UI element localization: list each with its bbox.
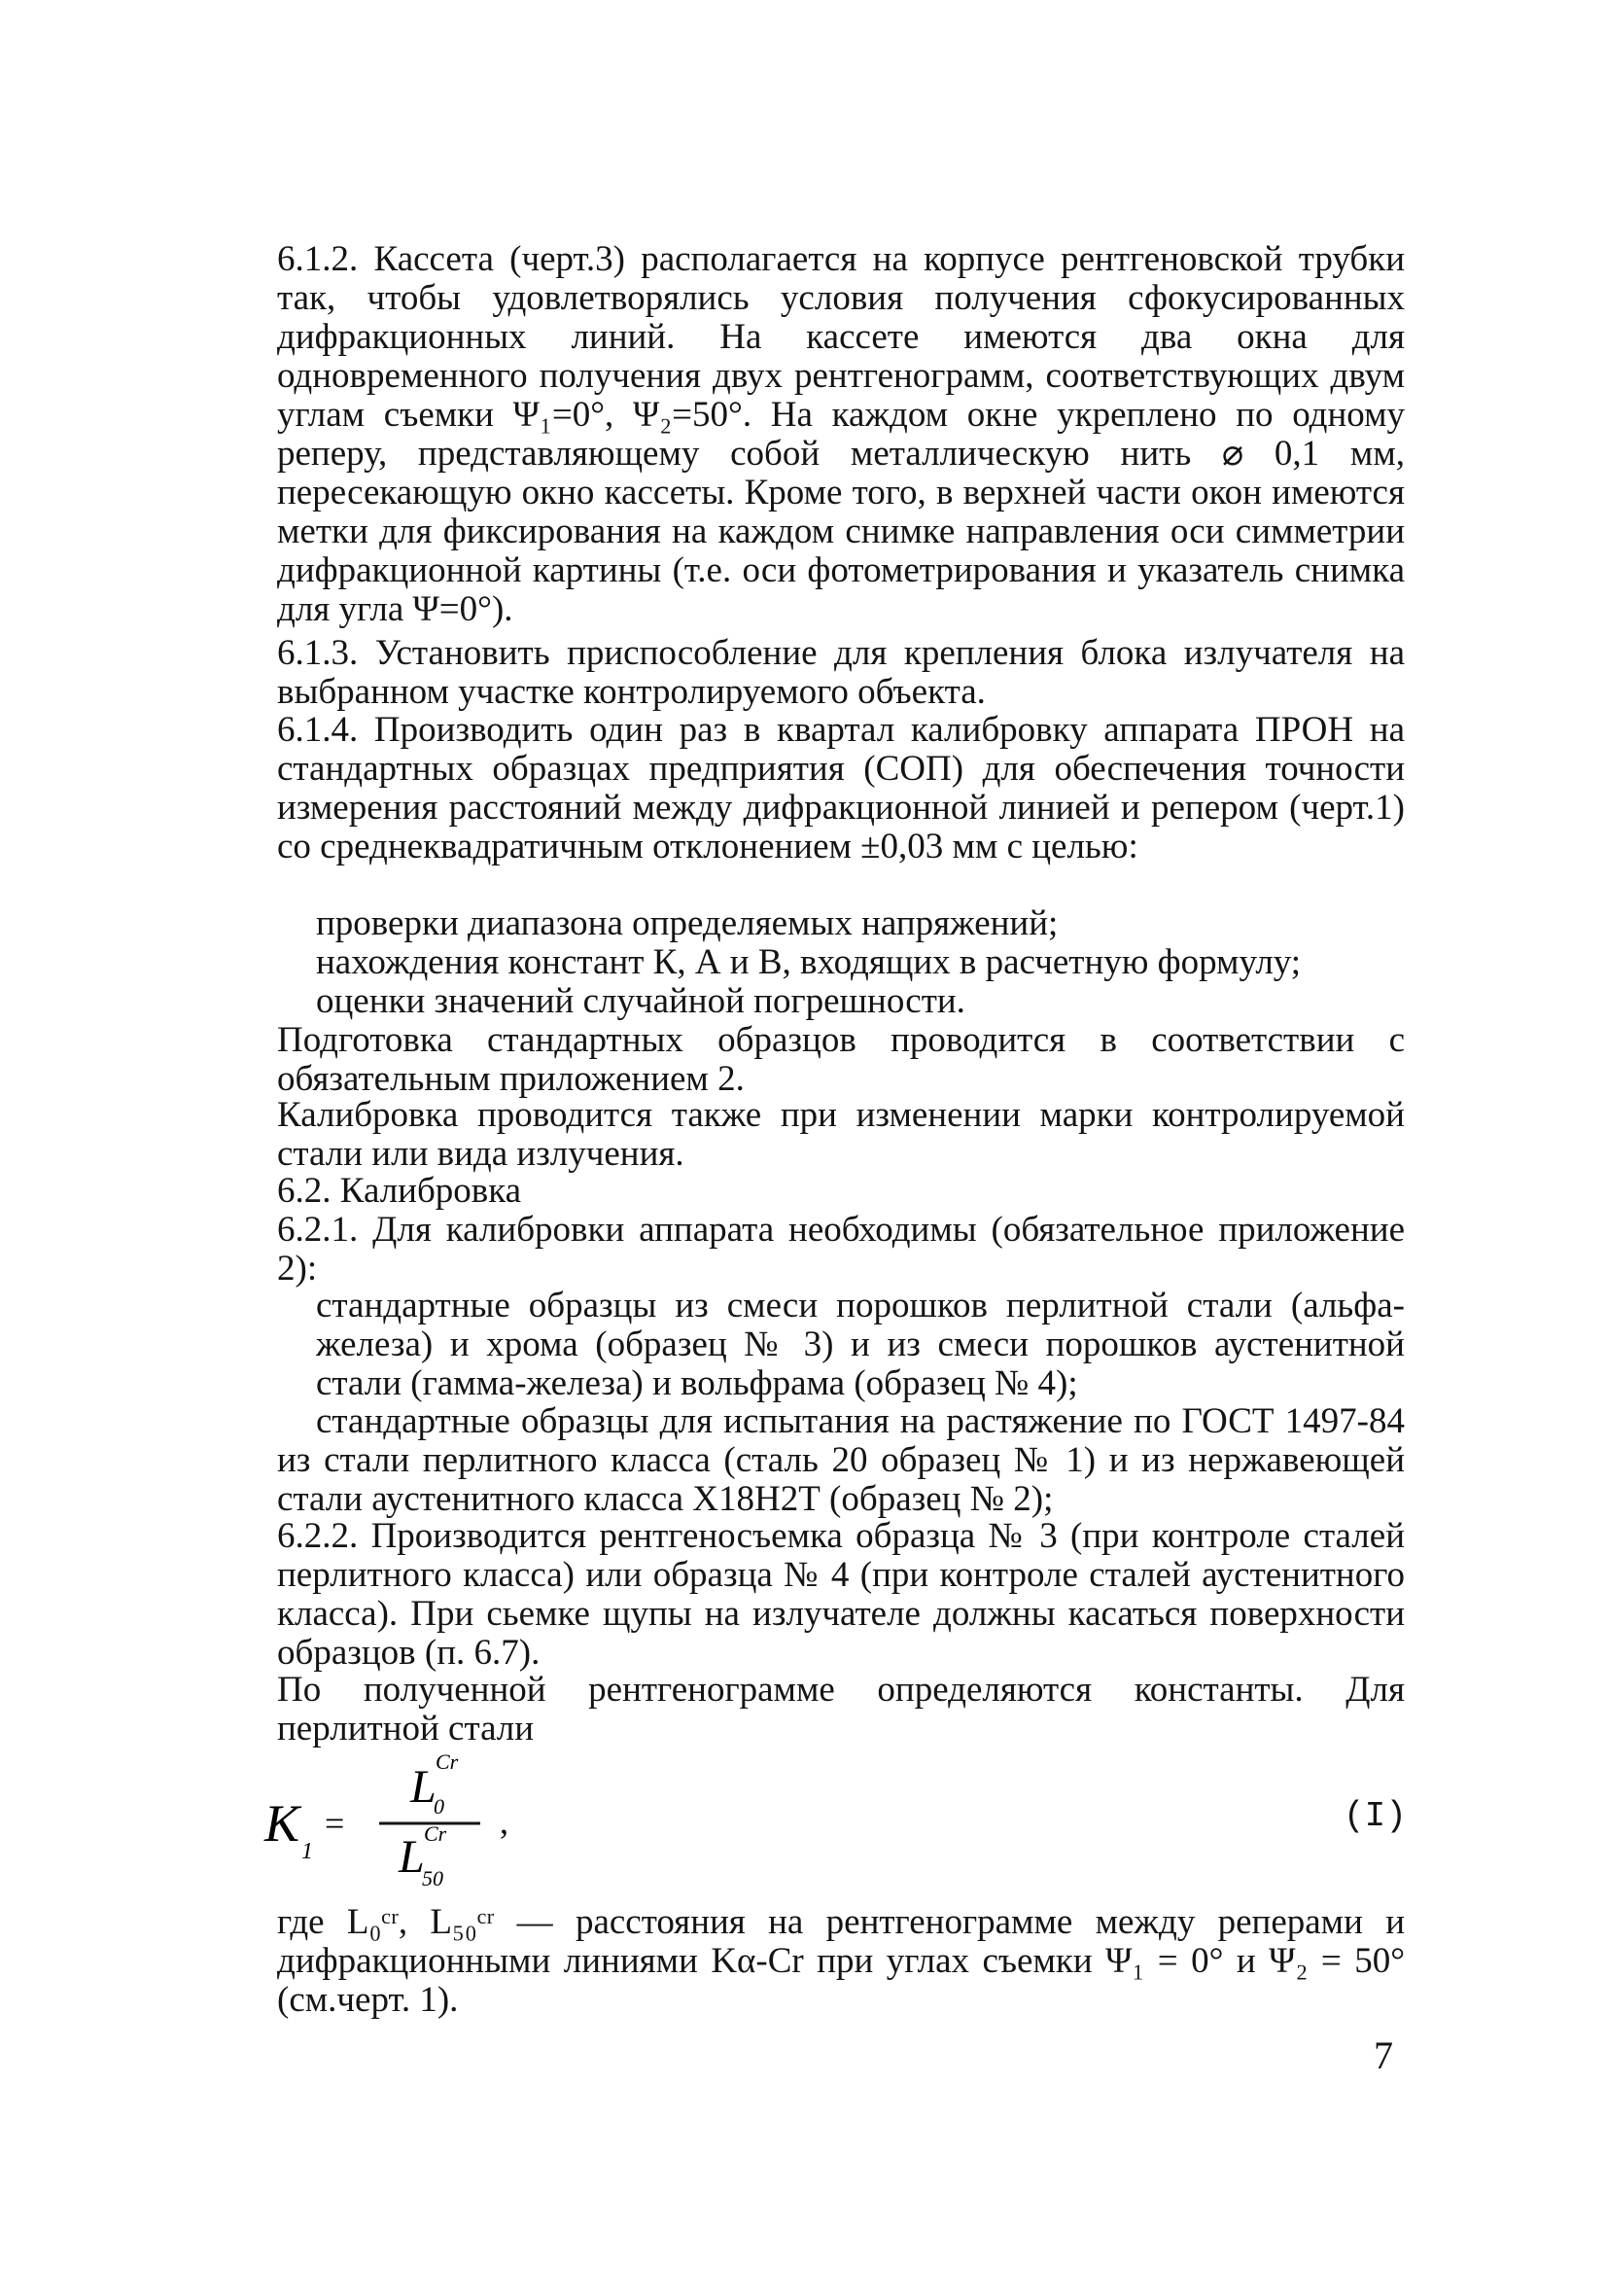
paragraph-standard-samples-2: стандартные образцы для испытания на растяжение по ГОСТ 1497-84 из стали перлитного класса (сталь 20 образец № 1) и из нержавеющей стали аустенитного класса Х18Н2Т (образец № 2);: [277, 1401, 1405, 1519]
formula-number: (I): [1344, 1796, 1407, 1836]
page-number: 7: [1374, 2033, 1393, 2077]
paragraph-where: где L₀ᶜʳ, L₅₀ᶜʳ — расстояния на рентгенограмме между реперами и дифракционными линиями Kα-Cr при углах съемки Ψ₁ = 0° и Ψ₂ = 50° (см.черт. 1).: [277, 1902, 1405, 2020]
formula-equals: =: [325, 1804, 345, 1843]
formula-lhs: K: [264, 1794, 300, 1853]
formula-denominator-sup: Cr: [424, 1821, 447, 1846]
list-item: нахождения констант К, А и В, входящих в расчетную формулу;: [316, 942, 1302, 982]
formula-comma: ,: [500, 1802, 508, 1841]
section-heading-6-2: 6.2. Калибровка: [277, 1171, 522, 1211]
formula-numerator-sup: Cr: [436, 1749, 459, 1774]
list-item: проверки диапазона определяемых напряжений;: [316, 903, 1059, 943]
paragraph-constants: По полученной рентгенограмме определяются константы. Для перлитной стали: [277, 1670, 1405, 1748]
paragraph-6-1-4: 6.1.4. Производить один раз в квартал калибровку аппарата ПРОН на стандартных образцах предприятия (СОП) для обеспечения точности измерения расстояний между дифракционной линией и репером (черт.1) со среднеквадратичным отклонением ±0,03 мм с целью:: [277, 710, 1405, 866]
list-item: оценки значений случайной погрешности.: [316, 981, 965, 1021]
paragraph-6-1-3: 6.1.3. Установить приспособление для крепления блока излучателя на выбранном участке контролируемого объекта.: [277, 633, 1405, 712]
paragraph-6-2-1: 6.2.1. Для калибровки аппарата необходимы (обязательное приложение 2):: [277, 1210, 1405, 1289]
formula-denominator: L: [399, 1831, 425, 1883]
formula-lhs-sub: 1: [301, 1839, 313, 1864]
paragraph-6-2-2: 6.2.2. Производится рентгеносъемка образца № 3 (при контроле сталей перлитного класса) или образца № 4 (при контроле сталей аустенитного класса). При сьемке щупы на излучателе должны касаться поверхности образцов (п. 6.7).: [277, 1516, 1405, 1673]
paragraph-preparation: Подготовка стандартных образцов проводится в соответствии с обязательным приложением 2.: [277, 1020, 1405, 1099]
paragraph-calibration-also: Калибровка проводится также при изменении марки контролируемой стали или вида излучения.: [277, 1095, 1405, 1174]
formula-denominator-sub: 50: [422, 1866, 443, 1890]
paragraph-6-1-2: 6.1.2. Кассета (черт.3) располагается на корпусе рентгеновской трубки так, чтобы удовлетворялись условия получения сфокусированных дифракционных линий. На кассете имеются два окна для одновременного получения двух рентгенограмм, соответствующих двум углам съемки Ψ₁=0°, Ψ₂=50°. На каждом окне укреплено по одному реперу, представляющему собой металлическую нить ⌀ 0,1 мм, пересекающую окно кассеты. Кроме того, в верхней части окон имеются метки для фиксирования на каждом снимке направления оси симметрии дифракционной картины (т.е. оси фотометрирования и указатель снимка для угла Ψ=0°).: [277, 239, 1405, 629]
paragraph-standard-samples-1: стандартные образцы из смеси порошков перлитной стали (альфа-железа) и хрома (образец № 3) и из смеси порошков аустенитной стали (гамма-железа) и вольфрама (образец № 4);: [316, 1286, 1405, 1403]
formula-numerator: L: [410, 1761, 437, 1813]
formula-numerator-sub: 0: [434, 1794, 444, 1819]
formula-1: [255, 1746, 546, 1891]
